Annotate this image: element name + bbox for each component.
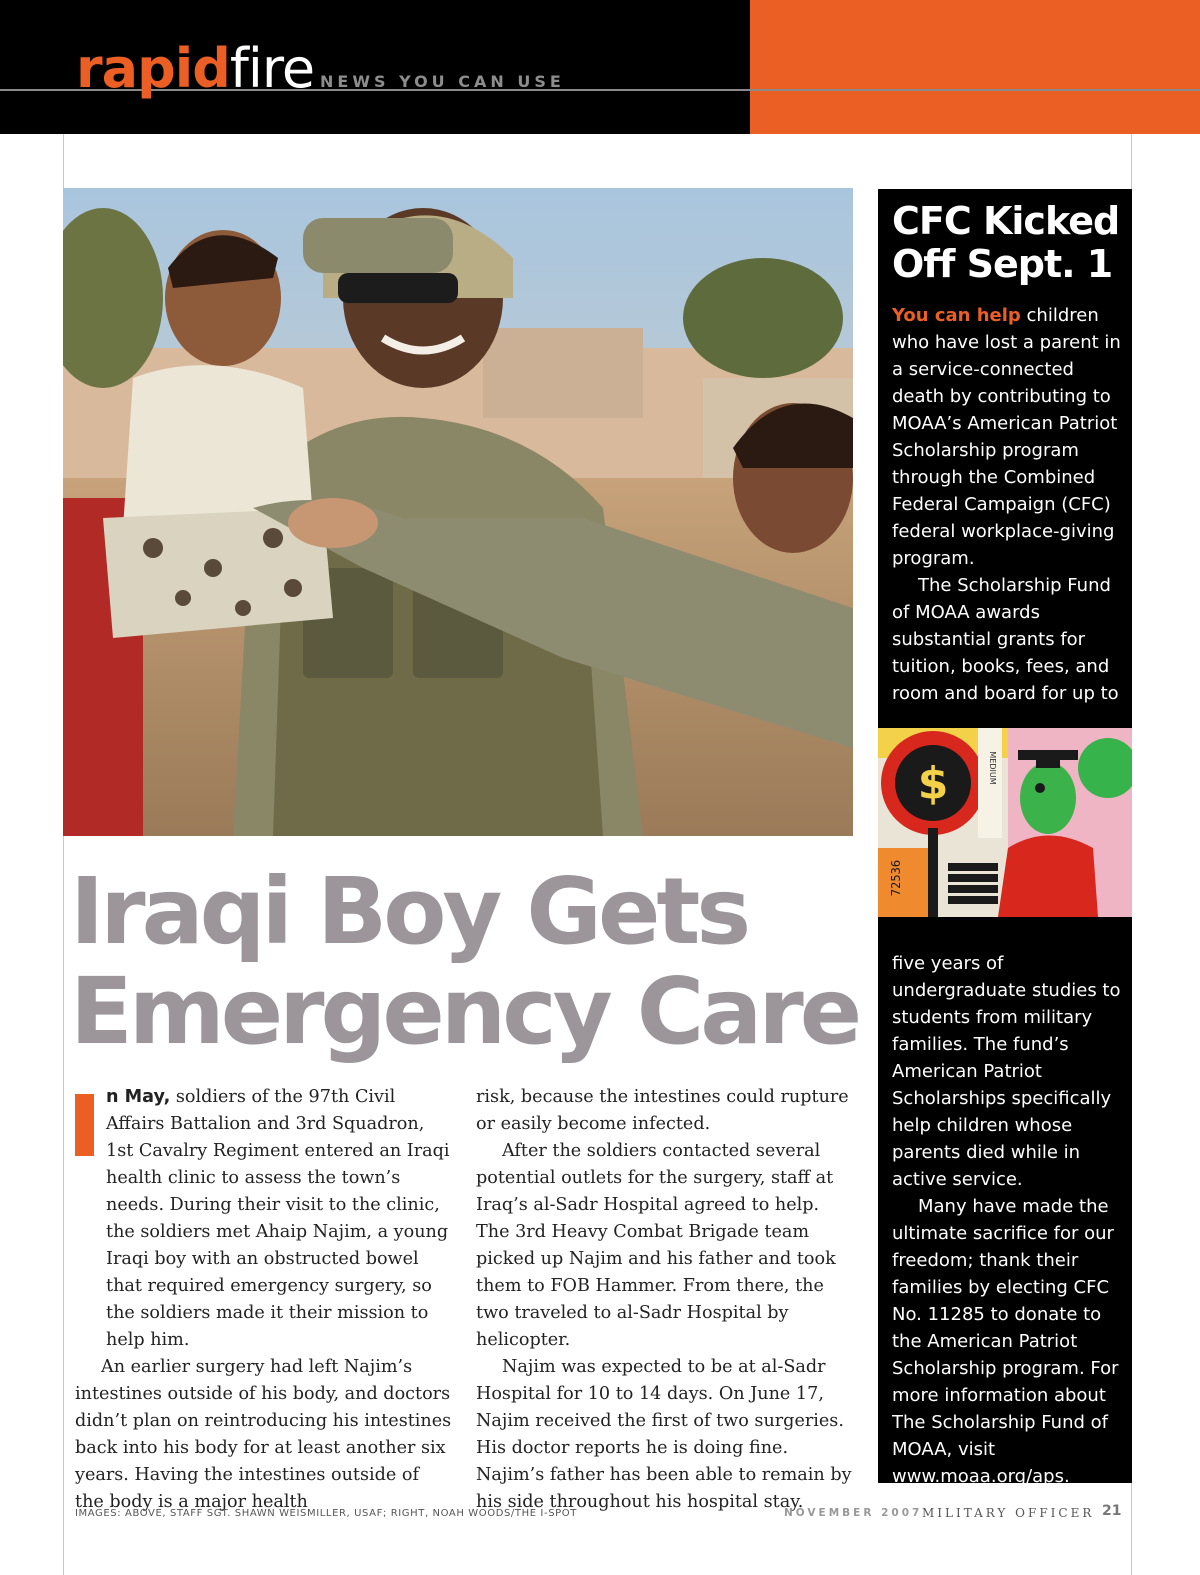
sidebar-paragraph: [892, 302, 1128, 572]
sidebar-text-bottom: [892, 950, 1128, 1490]
masthead-orange-block: [750, 0, 1200, 134]
sidebar-text-top: [892, 302, 1128, 707]
sidebar-lead-highlight: You can help: [892, 305, 1021, 326]
illustration-tag-word: MEDIUM: [988, 751, 997, 785]
article-paragraph: risk, because the intestines could rupture or easily become infected.: [476, 1087, 849, 1134]
logo-fire: fire: [229, 37, 315, 100]
sidebar-paragraph: five years of undergraduate studies to students from military families. The fund’s American Patriot Scholarships specifically help children whose parents died while in active service.: [892, 953, 1121, 1190]
sidebar-paragraph: Many have made the ultimate sacrifice for our freedom; thank their families by electing CFC No. 11285 to donate to the American Patriot Scholarship program. For more information about The Scholarship Fund of MOAA, visit www.moaa.org/aps.: [892, 1196, 1119, 1487]
article-paragraph: Najim was expected to be at al-Sadr Hospital for 10 to 14 days. On June 17, Najim received the first of two surgeries. His doctor reports he is doing fine. Najim’s father has been able to remain by his side throughout his hospital stay.: [476, 1357, 852, 1512]
section-logo: [76, 36, 314, 102]
masthead: [0, 0, 1200, 134]
dollar-sign-icon: $: [917, 758, 949, 809]
soldier-with-boy-photo: [63, 188, 853, 836]
photo-credits: IMAGES: ABOVE, STAFF SGT. SHAWN WEISMILLER, USAF; RIGHT, NOAH WOODS/THE I-SPOT: [75, 1508, 577, 1519]
issue-date: NOVEMBER 2007: [784, 1507, 923, 1519]
sidebar-paragraph-text: children who have lost a parent in a service-connected death by contributing to MOAA’s American Patriot Scholarship program through the Combined Federal Campaign (CFC) federal workplace-giving program.: [892, 305, 1121, 569]
article-paragraph: After the soldiers contacted several potential outlets for the surgery, staff at Iraq’s al-Sadr Hospital agreed to help. The 3rd Heavy Combat Brigade team picked up Najim and his father and took them to FOB Hammer. From there, the two traveled to al-Sadr Hospital by helicopter.: [476, 1141, 836, 1350]
graduate-with-clock-illustration: [878, 728, 1132, 917]
article-column-2: [476, 1084, 854, 1516]
article-paragraph-text: soldiers of the 97th Civil Affairs Battalion and 3rd Squadron, 1st Cavalry Regiment entered an Iraqi health clinic to assess the town’s needs. During their visit to the clinic, the soldiers met Ahaip Najim, a young Iraqi boy with an obstructed bowel that required emergency surgery, so the soldiers made it their mission to help him.: [106, 1087, 450, 1350]
page-number: 21: [1102, 1503, 1122, 1519]
article-headline: Iraqi Boy Gets Emergency Care: [70, 858, 859, 1065]
section-tagline: NEWS YOU CAN USE: [320, 72, 565, 91]
article-paragraph: [75, 1084, 453, 1354]
article-paragraph: An earlier surgery had left Najim’s intestines outside of his body, and doctors didn’t plan on reintroducing his intestines back into his body for at least another six years. Having the intestines outside of the body is a major health: [75, 1357, 452, 1512]
magazine-name: MILITARY OFFICER: [922, 1506, 1095, 1520]
sidebar-paragraph: The Scholarship Fund of MOAA awards substantial grants for tuition, books, fees, and room and board for up to: [892, 575, 1119, 704]
scholarship-illustration: [878, 728, 1132, 917]
logo-rapid: rapid: [76, 37, 230, 100]
sidebar-title: CFC Kicked Off Sept. 1: [892, 199, 1120, 286]
article-column-1: [75, 1084, 453, 1516]
lead-in: n May,: [106, 1087, 171, 1107]
illustration-tag-number: 72536: [889, 859, 903, 897]
main-photo: [63, 188, 853, 836]
